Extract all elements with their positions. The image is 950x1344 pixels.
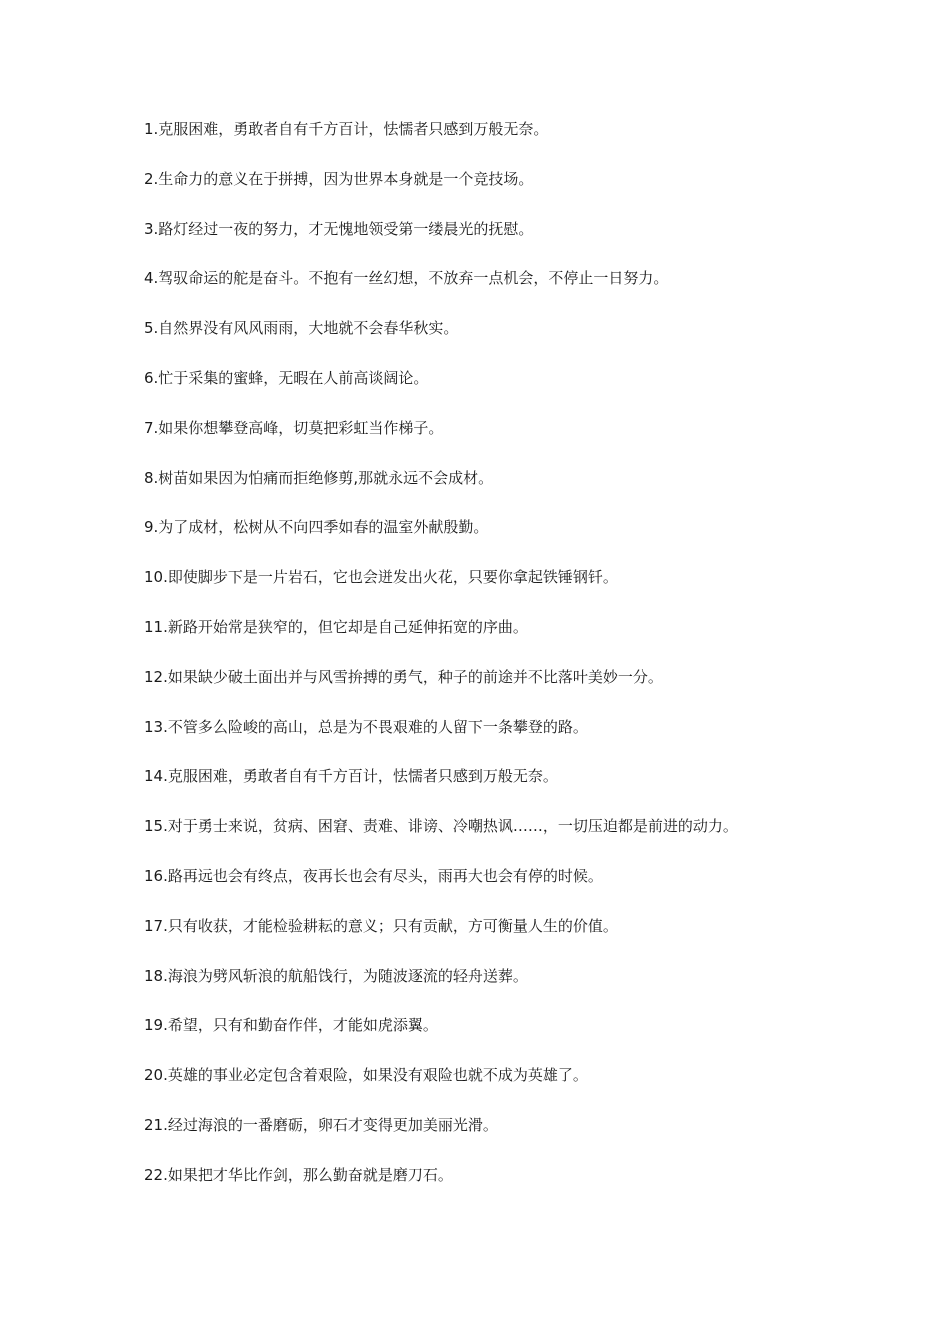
quote-line: 4.驾驭命运的舵是奋斗。不抱有一丝幻想，不放弃一点机会，不停止一日努力。	[144, 269, 669, 288]
quote-line: 10.即使脚步下是一片岩石，它也会迸发出火花，只要你拿起铁锤钢钎。	[144, 568, 618, 587]
quote-line: 16.路再远也会有终点，夜再长也会有尽头，雨再大也会有停的时候。	[144, 866, 603, 885]
quote-line: 11.新路开始常是狭窄的，但它却是自己延伸拓宽的序曲。	[144, 617, 528, 636]
quote-line: 12.如果缺少破土面出并与风雪拚搏的勇气，种子的前途并不比落叶美妙一分。	[144, 667, 663, 686]
quote-line: 14.克服困难，勇敢者自有千方百计，怯懦者只感到万般无奈。	[144, 767, 558, 786]
quote-list	[144, 116, 924, 1212]
quote-line: 22.如果把才华比作剑，那么勤奋就是磨刀石。	[144, 1165, 453, 1184]
quote-line: 19.希望，只有和勤奋作伴，才能如虎添翼。	[144, 1016, 438, 1035]
quote-line: 7.如果你想攀登高峰，切莫把彩虹当作梯子。	[144, 418, 444, 437]
quote-line: 6.忙于采集的蜜蜂，无暇在人前高谈阔论。	[144, 368, 429, 387]
quote-line: 15.对于勇士来说，贫病、困窘、责难、诽谤、冷嘲热讽……，一切压迫都是前进的动力。	[144, 817, 738, 836]
quote-line: 21.经过海浪的一番磨砺，卵石才变得更加美丽光滑。	[144, 1115, 498, 1134]
quote-line: 20.英雄的事业必定包含着艰险，如果没有艰险也就不成为英雄了。	[144, 1066, 588, 1085]
quote-line: 3.路灯经过一夜的努力，才无愧地领受第一缕晨光的抚慰。	[144, 219, 534, 238]
quote-line: 5.自然界没有风风雨雨，大地就不会春华秋实。	[144, 319, 459, 338]
quote-line: 17.只有收获，才能检验耕耘的意义；只有贡献，方可衡量人生的价值。	[144, 916, 618, 935]
quote-line: 13.不管多么险峻的高山，总是为不畏艰难的人留下一条攀登的路。	[144, 717, 588, 736]
quote-line: 8.树苗如果因为怕痛而拒绝修剪,那就永远不会成材。	[144, 468, 494, 487]
quote-line: 9.为了成材，松树从不向四季如春的温室外献殷勤。	[144, 518, 489, 537]
quote-line: 2.生命力的意义在于拼搏，因为世界本身就是一个竞技场。	[144, 169, 534, 188]
quote-line: 1.克服困难，勇敢者自有千方百计，怯懦者只感到万般无奈。	[144, 120, 549, 138]
quote-line: 18.海浪为劈风斩浪的航船饯行，为随波逐流的轻舟送葬。	[144, 966, 528, 985]
